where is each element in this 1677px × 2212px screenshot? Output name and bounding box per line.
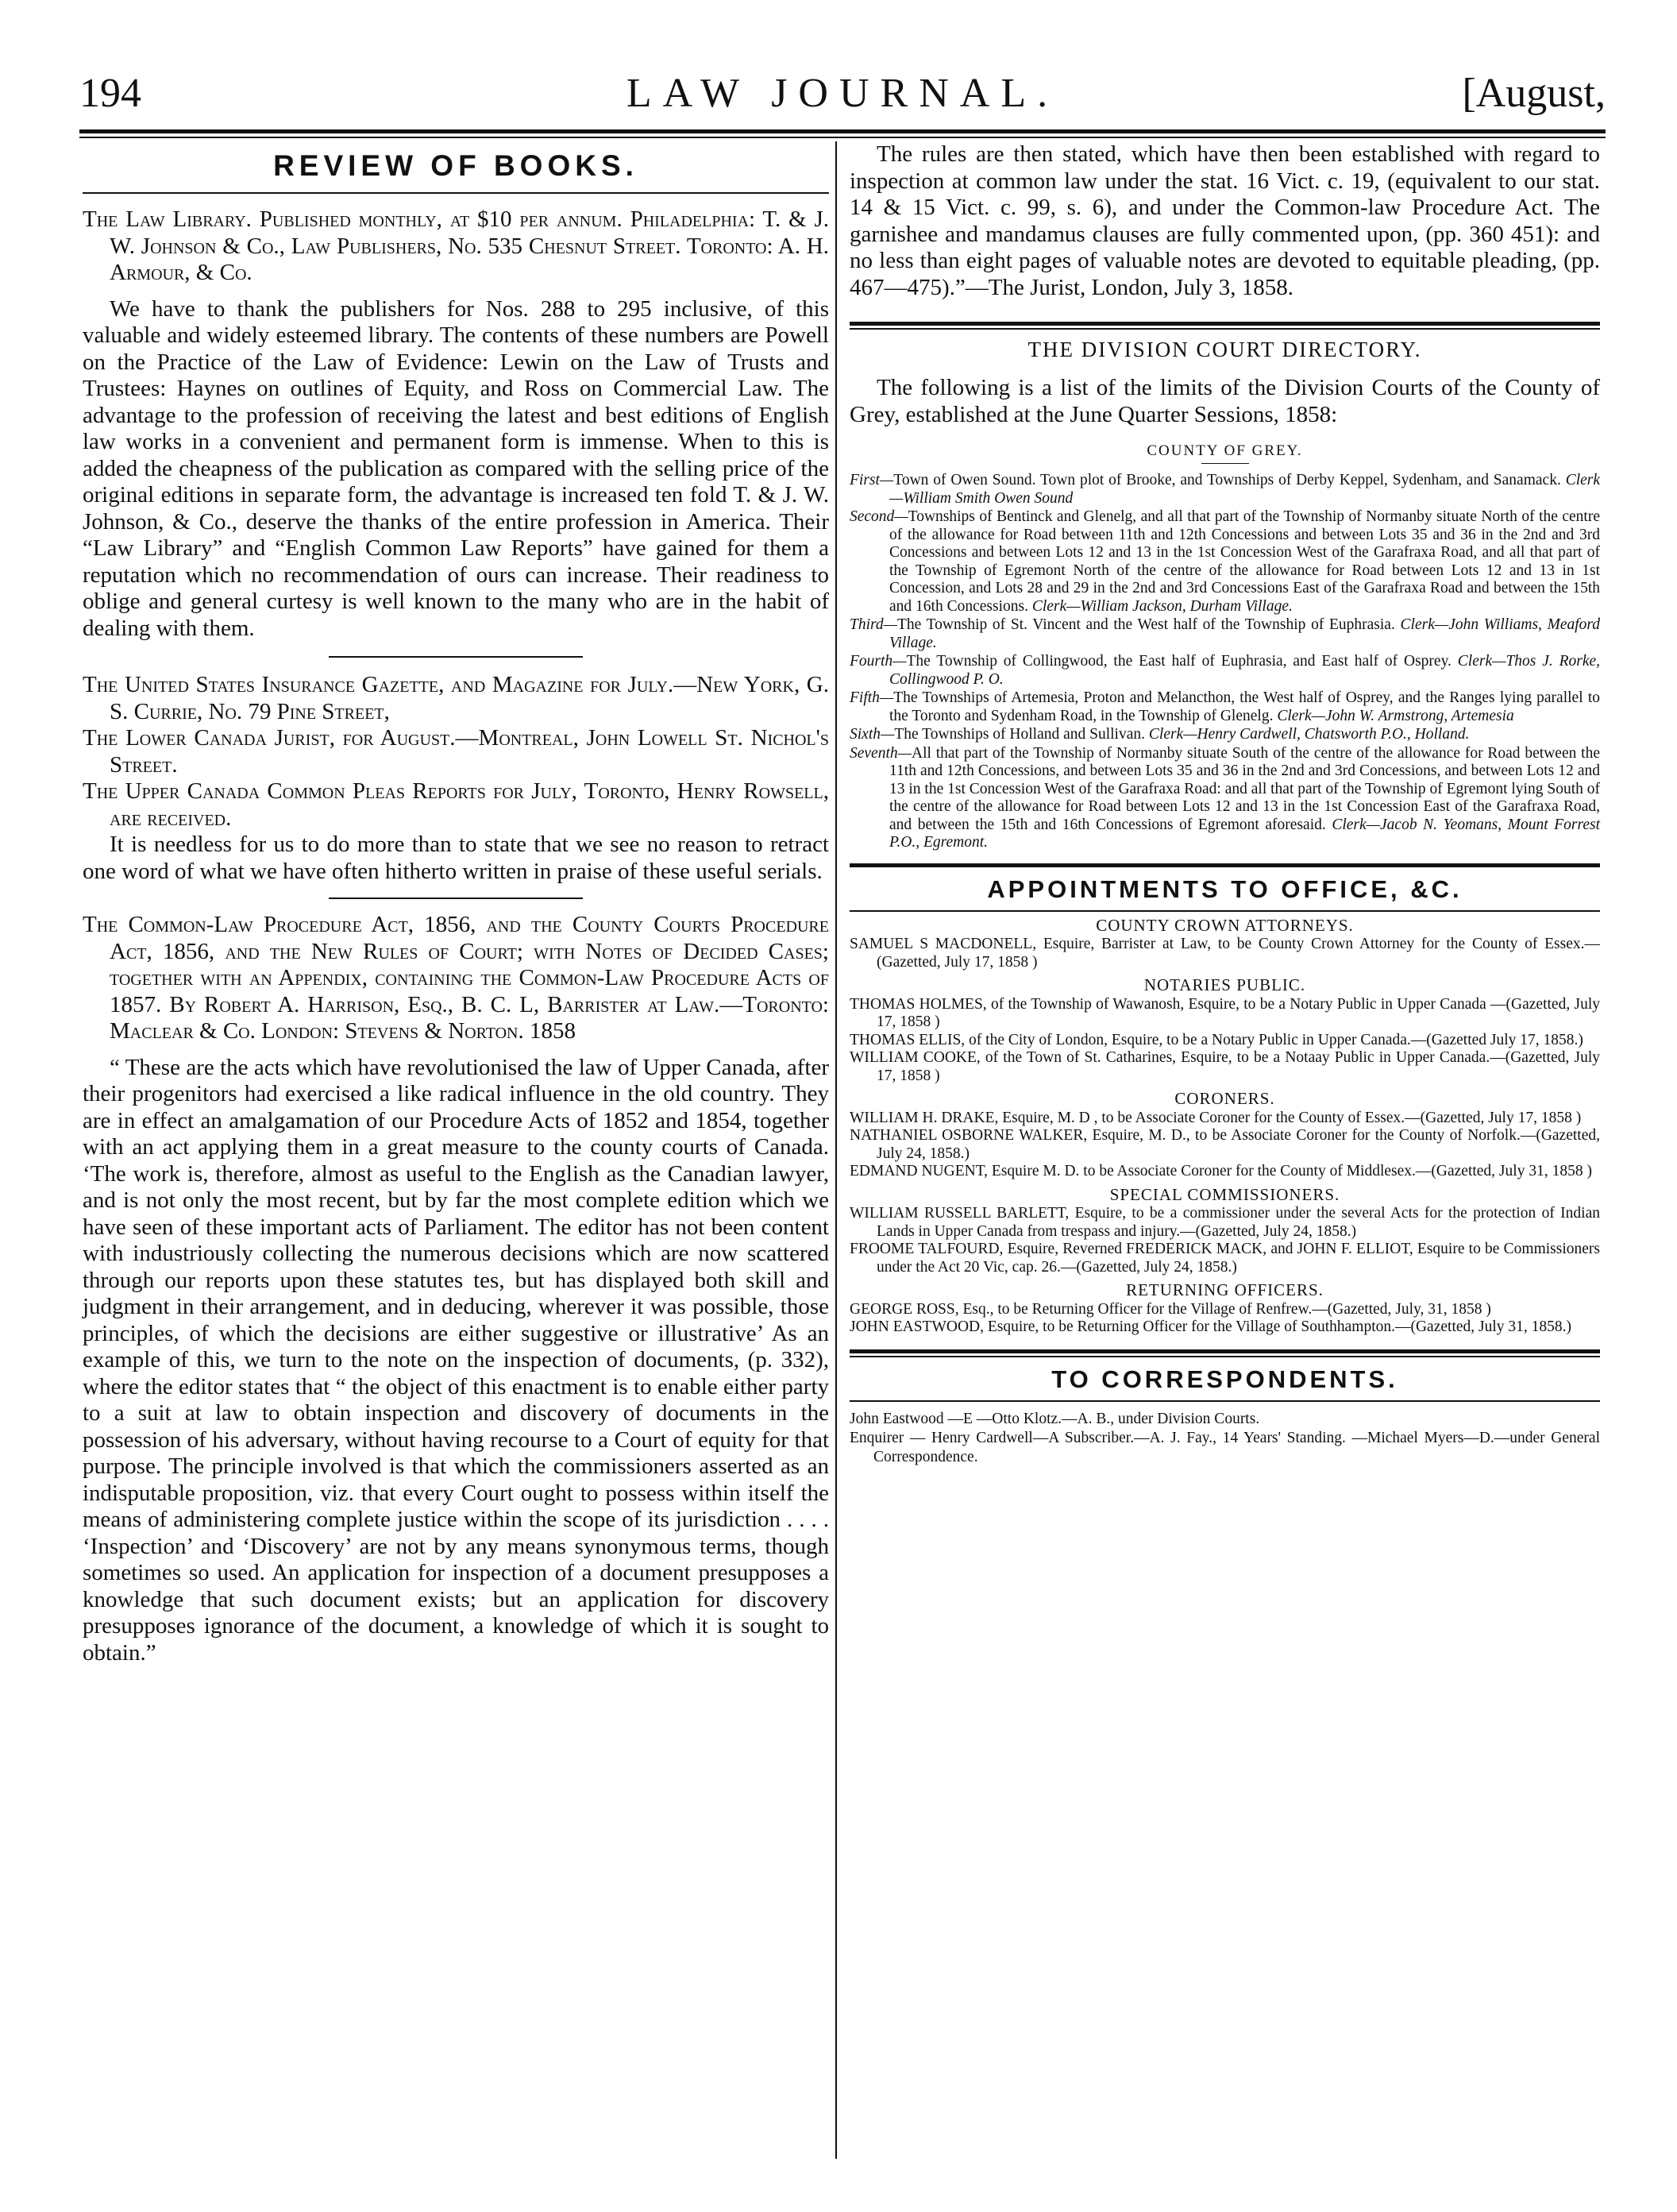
division-ordinal: Seventh—	[850, 744, 912, 762]
division-ordinal: Second—	[850, 508, 908, 525]
division-limits: The Townships of Holland and Sullivan.	[894, 726, 1146, 743]
review-heading-rule	[83, 192, 829, 194]
division-entry	[850, 653, 1600, 689]
review-paragraph-3: “ These are the acts which have revolutionised the law of Upper Canada, after their progenitors had exercised a like radical influence in the old country. They are in effect an amalgamation of our Procedure Acts of 1852 and 1854, together with an act applying them in a great measure to the county courts of Canada. ‘The work is, therefore, almost as useful to the English as the Canadian lawyer, and is not only the most recent, but by far the most complete edition which we have seen of these important acts of Parliament. The editor has not been content with industriously collecting the numerous decisions which are now scattered through our reports upon these statutes tes, but has displayed both skill and judgment in their arrangement, and in deducing, wherever it was possible, those principles, of which the decisions are either suggestive or illustrative’ As an example of this, we turn to the note on the inspection of documents, (p. 332), where the editor states that “ the object of this enactment is to enable either party to a suit at law to obtain inspection and discovery of documents in the possession of his adversary, without having recourse to a Court of equity for that purpose. The principle involved is that which the commissioners asserted as an indisputable proposition, viz. that every Court ought to possess within itself the means of administering complete justice within the scope of its jurisdiction . . . . ‘Inspection’ and ‘Discovery’ are not by any means synonymous terms, though sometimes so used. An application for inspection of a document presupposes a knowledge that such document exists; but an application for discovery presupposes ignorance of the document, a knowledge of which it is sought to obtain.”	[83, 1054, 829, 1666]
division-clerk: Clerk—William Jackson, Durham Village.	[1031, 597, 1293, 615]
correspondents-rule	[850, 1400, 1600, 1402]
section-rule-thin	[850, 328, 1600, 330]
appointment-entry: FROOME TALFOURD, Esquire, Reverned FREDERICK MACK, and JOHN F. ELLIOT, Esquire to be Commissioners under the Act 20 Vic, cap. 26.—(Gazetted, July 24, 1858.)	[850, 1241, 1600, 1276]
appointments-list	[850, 917, 1600, 1337]
appointment-entry: GEORGE ROSS, Esq., to be Returning Officer for the Village of Renfrew.—(Gazetted, July, 31, 1858 )	[850, 1300, 1491, 1318]
appointment-entry: JOHN EASTWOOD, Esquire, to be Returning Officer for the Village of Southhampton.—(Gazetted, July 31, 1858.)	[850, 1318, 1572, 1335]
section-rule	[850, 1349, 1600, 1353]
appointment-group-title: RETURNING OFFICERS.	[1126, 1280, 1324, 1299]
county-heading: COUNTY OF GREY.	[1147, 442, 1303, 459]
correspondents-heading: TO CORRESPONDENTS.	[1051, 1365, 1398, 1393]
division-limits: Town of Owen Sound. Town plot of Brooke, and Townships of Derby Keppel, Sydenham, and Sanamack.	[893, 472, 1561, 488]
division-clerk: Clerk—William Smith Owen Sound	[889, 472, 1601, 507]
division-clerk: Clerk—Henry Cardwell, Chatsworth P.O., Holland.	[1148, 726, 1470, 743]
appointment-group-title: NOTARIES PUBLIC.	[1143, 975, 1306, 994]
correspondents-list	[850, 1410, 1600, 1467]
review-entry-lower-canada-jurist: The Lower Canada Jurist, for August.—Montreal, John Lowell St. Nichol's Street.	[83, 725, 829, 778]
division-clerk: Clerk—John W. Armstrong, Artemesia	[1277, 707, 1514, 724]
division-ordinal: Fourth—	[850, 653, 907, 670]
section-rule-thin	[850, 1356, 1600, 1357]
review-entry-common-pleas: The Upper Canada Common Pleas Reports for July, Toronto, Henry Rowsell, are received.	[83, 778, 829, 831]
review-paragraph-1: We have to thank the publishers for Nos. 288 to 295 inclusive, of this valuable and widely esteemed library. The contents of these numbers are Powell on the Practice of the Law of Evidence: Lewin on the Law of Trusts and Trustees: Haynes on outlines of Equity, and Ross on Commercial Law. The advantage to the profession of receiving the latest and best editions of English law works in a convenient and permanent form is immense. When to this is added the cheapness of the publication as compared with the selling price of the original editions in separate form, the advantage is increased ten fold T. & J. W. Johnson, & Co., deserve the thanks of the entire profession in America. Their “Law Library” and “English Common Law Reports” have gained for them a reputation which no recommendation of ours can increase. Their readiness to oblige and general curtesy is well known to the many who are in the habit of dealing with them.	[83, 295, 829, 641]
appointment-entry: EDMAND NUGENT, Esquire M. D. to be Associate Coroner for the County of Middlesex.—(Gazetted, July 31, 1858 )	[850, 1163, 1592, 1179]
running-header	[79, 70, 1606, 133]
review-entry-insurance-gazette: The United States Insurance Gazette, and Magazine for July.—New York, G. S. Currie, No. 79 Pine Street,	[83, 672, 829, 724]
right-column	[850, 141, 1600, 1467]
appointment-entry: NATHANIEL OSBORNE WALKER, Esquire, M. D., to be Associate Coroner for the County of Norfolk.—(Gazetted, July 24, 1858.)	[850, 1127, 1600, 1162]
appointment-entry: WILLIAM COOKE, of the Town of St. Catharines, Esquire, to be a Notaay Public in Upper Canada.—(Gazetted, July 17, 1858 )	[850, 1049, 1600, 1084]
directory-heading: THE DIVISION COURT DIRECTORY.	[1027, 338, 1422, 361]
appointment-group-title: COUNTY CROWN ATTORNEYS.	[1096, 915, 1354, 935]
division-limits: The Townships of Artemesia, Proton and Melancthon, the West half of Osprey, and the Ranges lying parallel to the Toronto and Sydenham Road, in the Township of Glenelg.	[889, 689, 1600, 724]
review-paragraph-2: It is needless for us to do more than to state that we see no reason to retract one word of what we have often hitherto written in praise of these useful serials.	[83, 832, 829, 884]
divider-rule	[329, 898, 583, 899]
division-ordinal: First—	[850, 472, 894, 488]
column-divider	[835, 141, 837, 2159]
review-heading: REVIEW OF BOOKS.	[273, 149, 638, 182]
appointments-heading: APPOINTMENTS TO OFFICE, &C.	[987, 874, 1463, 903]
division-entry	[850, 689, 1600, 725]
page-number: 194	[79, 71, 141, 116]
section-rule	[850, 863, 1600, 867]
division-entry	[850, 726, 1600, 744]
appointment-entry: WILLIAM H. DRAKE, Esquire, M. D , to be Associate Coroner for the County of Essex.—(Gazetted, July 17, 1858 )	[850, 1109, 1582, 1126]
division-clerk: Clerk—Thos J. Rorke, Collingwood P. O.	[889, 653, 1601, 688]
review-entry-procedure-act: The Common-Law Procedure Act, 1856, and the County Courts Procedure Act, 1856, and the New Rules of Court; with Notes of Decided Cases; together with an Appendix, containing the Common-Law Procedure Acts of 1857. By Robert A. Harrison, Esq., B. C. L, Barrister at Law.—Toronto: Maclear & Co. London: Stevens & Norton. 1858	[83, 912, 829, 1044]
directory-intro: The following is a list of the limits of the Division Courts of the County of Grey, established at the June Quarter Sessions, 1858:	[850, 375, 1600, 427]
appointment-group-title: SPECIAL COMMISSIONERS.	[1109, 1184, 1340, 1204]
division-ordinal: Third—	[850, 616, 897, 633]
appointment-entry: SAMUEL S MACDONELL, Esquire, Barrister at Law, to be County Crown Attorney for the County of Essex.—(Gazetted, July 17, 1858 )	[850, 936, 1600, 971]
appointments-rule	[850, 910, 1600, 912]
header-month: [August,	[1462, 71, 1606, 116]
correspondent-line: John Eastwood —E —Otto Klotz.—A. B., under Division Courts.	[850, 1410, 1260, 1427]
appointment-entry: THOMAS HOLMES, of the Township of Wawanosh, Esquire, to be a Notary Public in Upper Canada —(Gazetted, July 17, 1858 )	[850, 995, 1600, 1030]
appointment-entry: WILLIAM RUSSELL BARLETT, Esquire, to be a commissioner under the several Acts for the protection of Indian Lands in Upper Canada from trespass and injury.—(Gazetted, July 24, 1858.)	[850, 1205, 1600, 1240]
division-entry	[850, 472, 1600, 508]
division-limits: The Township of St. Vincent and the West half of the Township of Euphrasia.	[896, 616, 1395, 633]
division-limits: The Township of Collingwood, the East half of Euphrasia, and East half of Osprey.	[906, 653, 1451, 670]
division-limits: Townships of Bentinck and Glenelg, and all that part of the Township of Normanby situate North of the centre of the allowance for Road between 11th and 12th Concessions and between Lots 35 and 36 in the 2nd and 3rd Concessions and between Lots 12 and 13 in the 1st Concession West of the Garafraxa Road, and all that part of the Township of Egremont North of the centre of the allowance for Road between Lots 12 and 13 in 1st Concession, and Lots 28 and 29 in the 2nd and 3rd Concessions East of the Garafraxa Road and between the 15th and 16th Concessions.	[889, 508, 1600, 615]
section-rule	[850, 322, 1600, 326]
division-entry	[850, 745, 1600, 852]
division-entry	[850, 508, 1600, 616]
division-entry	[850, 616, 1600, 652]
correspondent-line: Enquirer — Henry Cardwell—A Subscriber.—A. J. Fay., 14 Years' Standing. —Michael Myers—D.—under General Correspondence.	[850, 1429, 1600, 1465]
division-ordinal: Fifth—	[850, 689, 894, 706]
review-entry-law-library: The Law Library. Published monthly, at $10 per annum. Philadelphia: T. & J. W. Johnson & Co., Law Publishers, No. 535 Chesnut Street. Toronto: A. H. Armour, & Co.	[83, 207, 829, 285]
review-continued: The rules are then stated, which have then been established with regard to inspection at common law under the stat. 16 Vict. c. 19, (equivalent to our stat. 14 & 15 Vict. c. 99, s. 6), and under the Common-law Procedure Act. The garnishee and mandamus clauses are fully commented upon, (pp. 360 451): and no less than eight pages of valuable notes are devoted to equitable pleading, (pp. 467—475).”—The Jurist, London, July 3, 1858.	[850, 141, 1600, 300]
header-rule-thin	[79, 137, 1606, 138]
appointment-group-title: CORONERS.	[1174, 1089, 1275, 1108]
county-rule	[1201, 463, 1249, 464]
division-clerk: Clerk—Jacob N. Yeomans, Mount Forrest P.O., Egremont.	[889, 816, 1601, 851]
division-limits: All that part of the Township of Normanby situate South of the centre of the allowance for Road between the 11th and 12th Concessions, and between Lots 35 and 36 in the 2nd and 3rd Concessions, and between Lots 12 and 13 in the 1st Concession West of the Garafraxa Road: and all that part of the Township of Egremont lying South of the centre of the allowance for Road between Lots 12 and 13 in the 1st Concession East of the Garafraxa Road, and between the 15th and 16th Concessions of Egremont aforesaid.	[889, 744, 1600, 833]
divider-rule	[329, 656, 583, 658]
journal-title: LAW JOURNAL.	[626, 71, 1059, 116]
division-ordinal: Sixth—	[850, 726, 895, 743]
division-list	[850, 472, 1600, 852]
header-rule	[79, 129, 1606, 133]
appointment-entry: THOMAS ELLIS, of the City of London, Esquire, to be a Notary Public in Upper Canada.—(Gazetted July 17, 1858.)	[850, 1031, 1583, 1048]
division-clerk: Clerk—John Williams, Meaford Village.	[889, 616, 1601, 651]
left-column	[83, 141, 829, 1666]
